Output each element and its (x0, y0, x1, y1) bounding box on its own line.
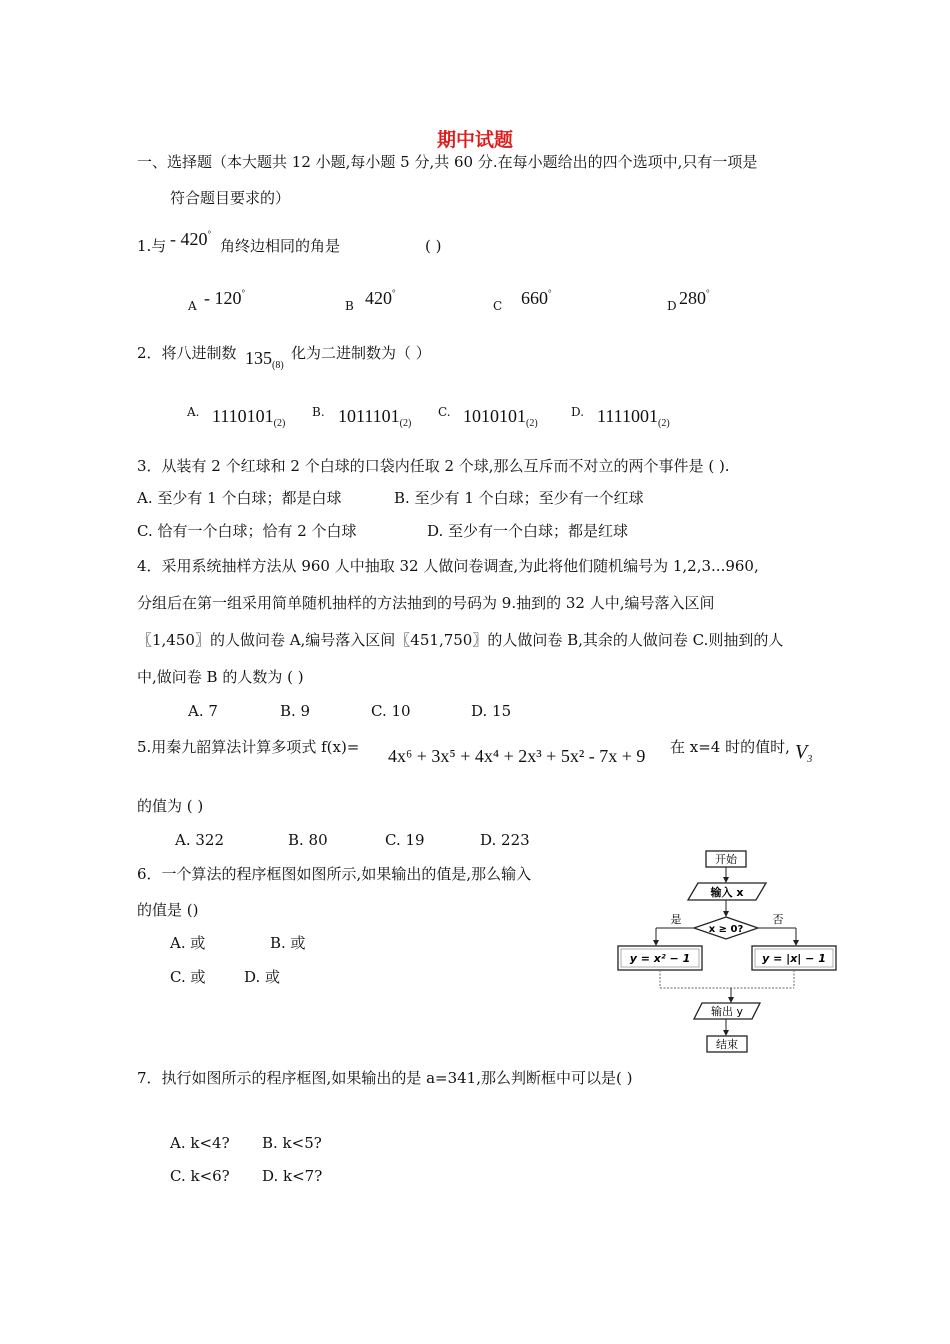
section-heading-line2: 符合题目要求的） (170, 189, 291, 207)
q1-angle: - 420° (170, 229, 212, 249)
q6-line2: 的值是 () (137, 901, 199, 919)
q2-prefix: 2．将八进制数 (137, 344, 237, 362)
q6-option-a: A. 或 (170, 934, 206, 952)
q4-line2: 分组后在第一组采用简单随机抽样的方法抽到的号码为 9.抽到的 32 人中,编号落入区间 (137, 594, 715, 612)
flowchart-figure (610, 848, 842, 1058)
flow-input-label: 输入 x (710, 886, 744, 899)
q4-line1: 4．采用系统抽样方法从 960 人中抽取 32 人做问卷调查,为此将他们随机编号为 1,2,3...960, (137, 557, 759, 575)
q5-option-d: D. 223 (480, 831, 530, 849)
q1-paren: ( ) (425, 237, 442, 255)
q4-line4: 中,做问卷 B 的人数为 ( ) (137, 668, 304, 686)
flow-right-process-label: y = |x| − 1 (762, 952, 826, 965)
q7-option-b: B. k<5? (262, 1134, 322, 1152)
q1-option-d-value: 280° (679, 288, 710, 308)
q3-option-a: A. 至少有 1 个白球；都是白球 (137, 489, 342, 507)
q1-prefix: 1.与 (137, 237, 167, 255)
q2-option-c-value: $1010101_{(2)}$ (463, 406, 538, 429)
q1-option-b-value: 420° (365, 288, 396, 308)
q4-option-a: A. 7 (188, 702, 218, 720)
q2-option-b-letter: B. (312, 405, 325, 419)
q5-option-b: B. 80 (288, 831, 328, 849)
q5-suffix: 在 x=4 时的值时, (670, 738, 790, 756)
q3-option-d: D. 至少有一个白球；都是红球 (427, 522, 629, 540)
q1-option-a-value: - 120° (204, 288, 246, 308)
q1-option-d-letter: D (667, 299, 677, 313)
q4-line3: 〖1,450〗的人做问卷 A,编号落入区间〖451,750〗的人做问卷 B,其余的人做问卷 C.则抽到的人 (137, 631, 784, 649)
q6-option-c: C. 或 (170, 968, 206, 986)
flow-end-label: 结束 (716, 1038, 738, 1051)
q6-option-b: B. 或 (270, 934, 306, 952)
q5-line2: 的值为 ( ) (137, 797, 204, 815)
q2-option-d-letter: D. (571, 405, 585, 419)
q7-option-d: D. k<7? (262, 1167, 323, 1185)
q2-number: $135_{(8)}$ (245, 348, 284, 371)
q6-line1: 6．一个算法的程序框图如图所示,如果输出的值是,那么输入 (137, 865, 532, 883)
q1-option-c-letter: C (493, 299, 503, 313)
q4-option-c: C. 10 (371, 702, 411, 720)
q5-option-a: A. 322 (175, 831, 224, 849)
q2-option-d-value: $1111001_{(2)}$ (597, 406, 670, 429)
flow-start-label: 开始 (715, 853, 737, 866)
q6-option-d: D. 或 (244, 968, 281, 986)
q1-option-c-value: 660° (521, 288, 552, 308)
q2-option-a-letter: A. (187, 405, 200, 419)
q7-option-a: A. k<4? (170, 1134, 230, 1152)
flow-condition-label: x ≥ 0? (708, 924, 744, 935)
flow-output-label: 输出 y (710, 1005, 744, 1018)
q5-polynomial: 4x⁶ + 3x⁵ + 4x⁴ + 2x³ + 5x² - 7x + 9 (388, 746, 646, 766)
q1-suffix: 角终边相同的角是 (220, 237, 341, 255)
q2-option-c-letter: C. (438, 405, 451, 419)
q5-variable: $V_3$ (795, 741, 813, 765)
page-title: 期中试题 (436, 129, 513, 151)
flow-left-process-label: y = x² − 1 (629, 952, 691, 965)
q2-option-b-value: $1011101_{(2)}$ (338, 406, 412, 429)
q1-option-b-letter: B (345, 299, 354, 313)
q2-suffix: 化为二进制数为（ ） (291, 344, 431, 362)
flow-yes-label: 是 (670, 913, 682, 926)
q7-option-c: C. k<6? (170, 1167, 230, 1185)
q7-stem: 7．执行如图所示的程序框图,如果输出的是 a=341,那么判断框中可以是( ) (137, 1069, 633, 1087)
flow-no-label: 否 (772, 913, 784, 926)
q1-option-a-letter: A (188, 299, 197, 313)
q5-option-c: C. 19 (385, 831, 425, 849)
section-heading-line1: 一、选择题（本大题共 12 小题,每小题 5 分,共 60 分.在每小题给出的四个选项中,只有一项是 (137, 153, 758, 171)
q4-option-d: D. 15 (471, 702, 512, 720)
q3-option-b: B. 至少有 1 个白球；至少有一个红球 (394, 489, 644, 507)
q2-option-a-value: $1110101_{(2)}$ (212, 406, 286, 429)
q5-prefix: 5.用秦九韶算法计算多项式 f(x)= (137, 738, 360, 756)
q4-option-b: B. 9 (280, 702, 311, 720)
q3-option-c: C. 恰有一个白球；恰有 2 个白球 (137, 522, 357, 540)
q3-stem: 3．从装有 2 个红球和 2 个白球的口袋内任取 2 个球,那么互斥而不对立的两个事件是 ( ). (137, 457, 730, 475)
